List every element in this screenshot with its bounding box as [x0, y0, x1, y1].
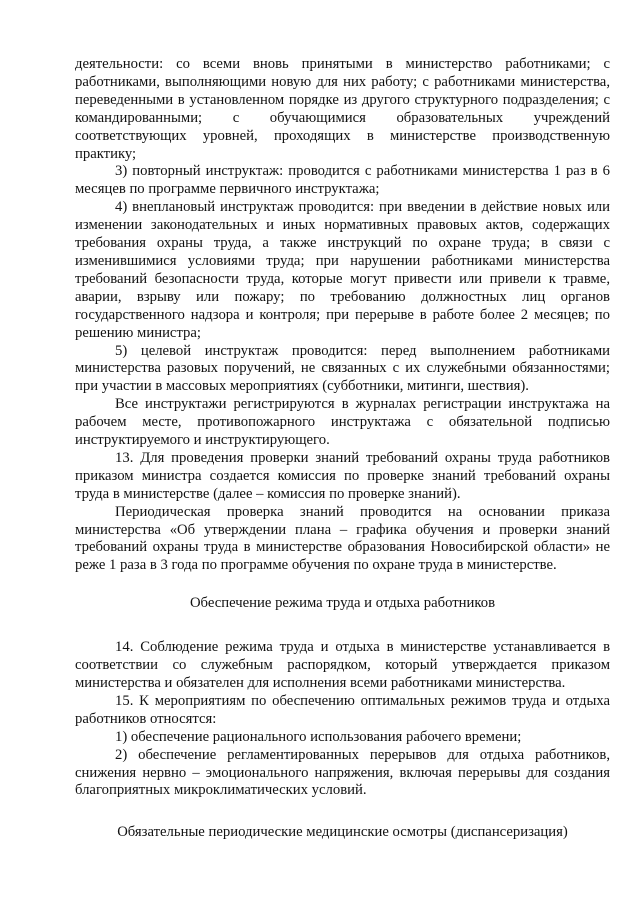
list-item-1: 1) обеспечение рационального использования рабочего времени;	[115, 728, 522, 745]
paragraph-repeat-briefing: 3) повторный инструктаж: проводится с работниками министерства 1 раз в 6 месяцев по программе первичного инструктажа;	[75, 163, 610, 198]
paragraph-periodic-check: Периодическая проверка знаний проводится на основании приказа министерства «Об утверждении плана – графика обучения и проверки знаний требований охраны труда в министерстве образования Новосибирской области» не реже 1 раза в 3 года по программе обучения по охране труда в министерстве.	[75, 503, 610, 574]
paragraph-unscheduled-briefing: 4) внеплановый инструктаж проводится: при введении в действие новых или изменении законодательных и иных нормативных правовых актов, содержащих требования охраны труда, а также инструкций по охране труда; в связи с изменившимися условиями труда; при нарушении работниками министерства требований безопасности труда, которые могут привести или привели к травме, аварии, взрыву или пожару; по требованию должностных лиц органов государственного надзора и контроля; при перерыве в работе более 2 месяцев; по решению министра;	[75, 199, 610, 341]
list-item-2: 2) обеспечение регламентированных перерывов для отдыха работников, снижения нервно – эмоционального напряжения, включая перерывы для создания благоприятных микроклиматических условий.	[75, 746, 610, 799]
paragraph-continuation: деятельности: со всеми вновь принятыми в министерство работниками; с работниками, выполняющими новую для них работу; с работниками министерства, переведенными в установленном порядке из другого структурного подразделения; с командированными; с обучающимися образовательных учреждений соответствующих уровней, проходящих в министерстве производственную практику;	[75, 56, 610, 162]
paragraph-briefing-registration: Все инструктажи регистрируются в журналах регистрации инструктажа на рабочем месте, противопожарного инструктажа с обязательной подписью инструктируемого и инструктирующего.	[75, 396, 610, 449]
section-heading-medical-exams: Обязательные периодические медицинские осмотры (диспансеризация)	[117, 824, 568, 841]
section-heading-work-rest: Обеспечение режима труда и отдыха работников	[189, 595, 496, 612]
paragraph-14: 14. Соблюдение режима труда и отдыха в министерстве устанавливается в соответствии со служебным распорядком, который утверждается приказом министерства и обязателен для исполнения всеми работниками министерства.	[75, 639, 610, 691]
paragraph-13: 13. Для проведения проверки знаний требований охраны труда работников приказом министра создается комиссия по проверке знаний требований охраны труда в министерстве (далее – комиссия по проверке знаний).	[75, 449, 610, 502]
paragraph-15: 15. К мероприятиям по обеспечению оптимальных режимов труда и отдыха работников относятся:	[75, 692, 610, 727]
paragraph-targeted-briefing: 5) целевой инструктаж проводится: перед выполнением работниками министерства разовых поручений, не связанных с их служебными обязанностями; при участии в массовых мероприятиях (субботники, митинги, шествия).	[75, 342, 610, 395]
document-page	[75, 56, 610, 842]
